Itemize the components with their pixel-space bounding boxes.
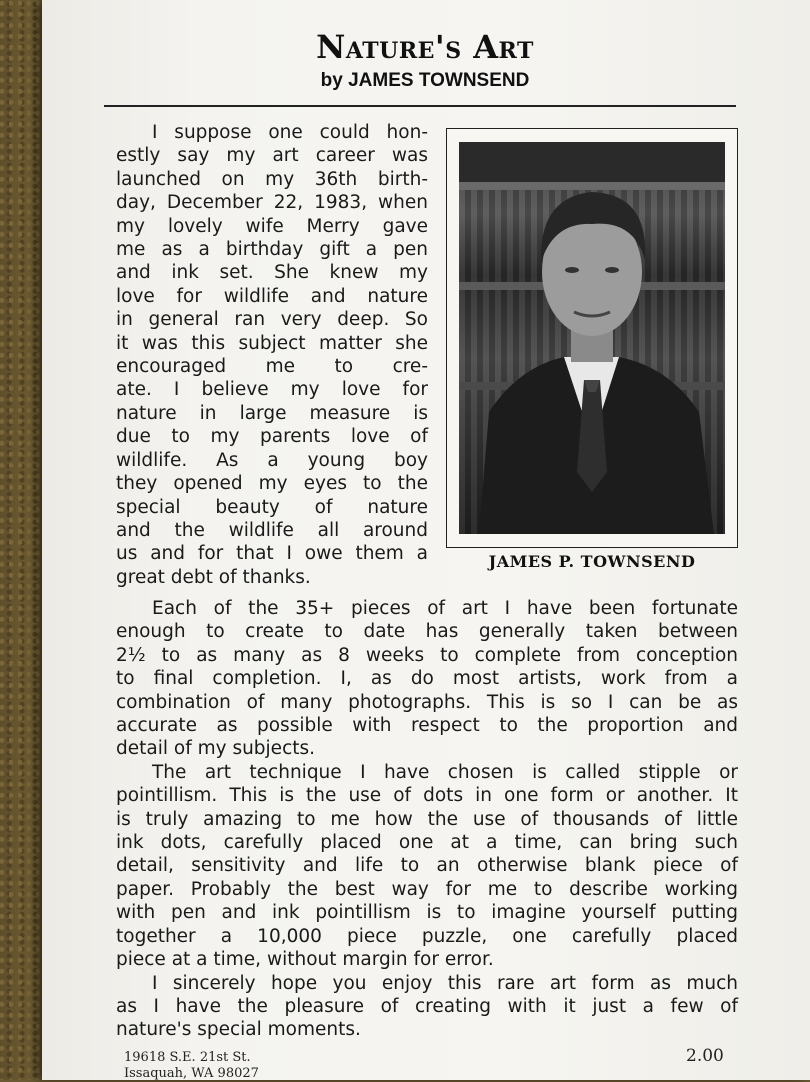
- text-line: as I have the pleasure of creating with it just a few of: [116, 995, 738, 1017]
- text-line: in general ran very deep. So: [116, 309, 428, 331]
- text-line: my lovely wife Merry gave: [116, 215, 428, 237]
- text-line: paper. Probably the best way for me to describe working: [116, 878, 738, 900]
- text-line: us and for that I owe them a: [116, 543, 428, 565]
- text-line: me as a birthday gift a pen: [116, 239, 428, 261]
- text-line: great debt of thanks.: [116, 566, 311, 588]
- text-line: Each of the 35+ pieces of art I have been fortunate: [152, 598, 738, 619]
- text-line: nature in large measure is: [116, 402, 428, 424]
- title-divider: [104, 105, 736, 107]
- publisher-address: [124, 1050, 259, 1082]
- text-line: enough to create to date has generally taken between: [116, 621, 738, 643]
- text-line: it was this subject matter she: [116, 332, 428, 354]
- text-line: and ink set. She knew my: [116, 262, 428, 284]
- text-line: and the wildlife all around: [116, 519, 428, 541]
- text-line: accurate as possible with respect to the proportion and: [116, 715, 738, 737]
- article-title: Nature's Art: [316, 28, 534, 66]
- text-line: launched on my 36th birth-: [116, 168, 428, 190]
- text-line: estly say my art career was: [116, 145, 428, 167]
- text-line: nature's special moments.: [116, 1019, 361, 1041]
- byline: by JAMES TOWNSEND: [320, 70, 530, 91]
- author-portrait-photo: [459, 142, 725, 534]
- intro-column: [116, 121, 428, 589]
- text-line: I suppose one could hon-: [152, 122, 428, 143]
- text-line: encouraged me to cre-: [116, 356, 428, 378]
- text-line: I sincerely hope you enjoy this rare art form as much: [152, 972, 738, 994]
- body-text: [116, 597, 738, 1042]
- portrait-illustration: [459, 142, 725, 534]
- text-line: 2½ to as many as 8 weeks to complete from conception: [116, 644, 738, 666]
- address-street: 19618 S.E. 21st St.: [124, 1050, 251, 1065]
- text-line: day, December 22, 1983, when: [116, 192, 428, 214]
- text-line: wildlife. As a young boy: [116, 449, 428, 471]
- text-line: special beauty of nature: [116, 496, 428, 518]
- text-line: ink dots, carefully placed one at a time, can bring such: [116, 832, 738, 854]
- text-line: they opened my eyes to the: [116, 473, 428, 495]
- photo-caption: JAMES P. TOWNSEND: [488, 552, 696, 571]
- text-line: The art technique I have chosen is called stipple or: [152, 761, 738, 783]
- text-line: is truly amazing to me how the use of thousands of little: [116, 808, 738, 830]
- text-line: piece at a time, without margin for error.: [116, 949, 494, 971]
- text-line: due to my parents love of: [116, 426, 428, 448]
- text-line: with pen and ink pointillism is to imagine yourself putting: [116, 902, 738, 924]
- text-line: detail of my subjects.: [116, 738, 316, 760]
- text-line: detail, sensitivity and life to an otherwise blank piece of: [116, 855, 738, 877]
- text-line: pointillism. This is the use of dots in one form or another. It: [116, 785, 738, 807]
- text-line: to final completion. I, as do most artists, work from a: [116, 668, 738, 690]
- text-line: together a 10,000 piece puzzle, one carefully placed: [116, 925, 738, 947]
- price-label: 2.00: [686, 1046, 724, 1066]
- text-line: love for wildlife and nature: [116, 285, 428, 307]
- text-line: ate. I believe my love for: [116, 379, 428, 401]
- address-city: Issaquah, WA 98027: [124, 1066, 259, 1081]
- text-line: combination of many photographs. This is so I can be as: [116, 691, 738, 713]
